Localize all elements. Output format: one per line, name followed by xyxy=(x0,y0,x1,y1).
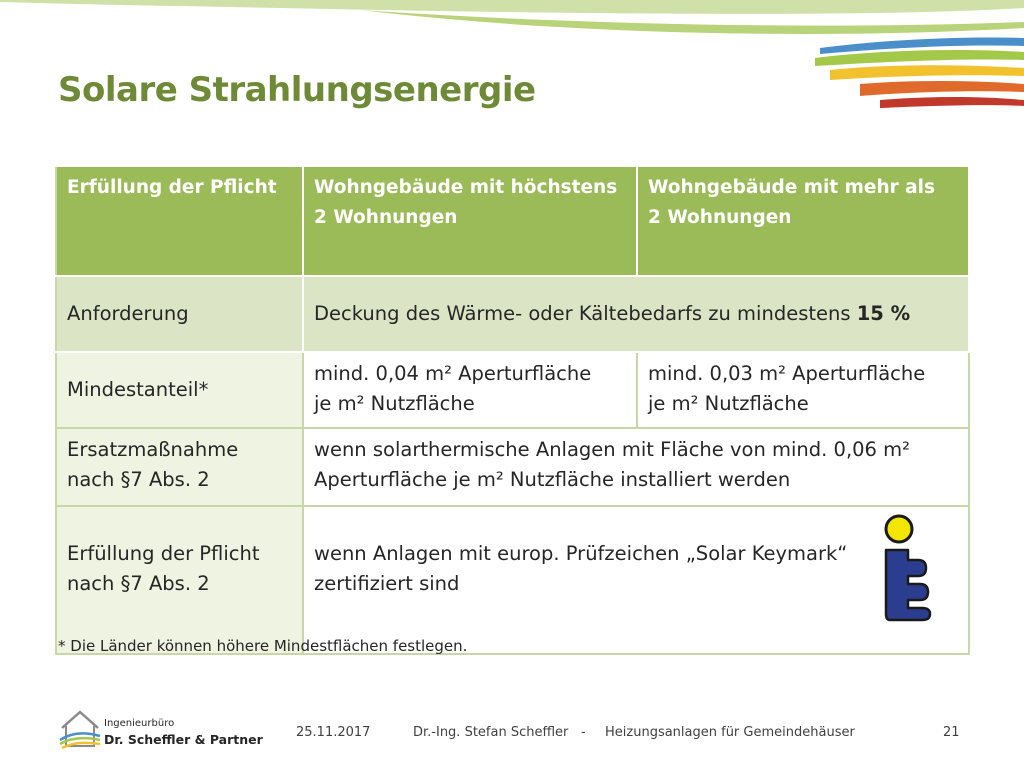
row-value-text: mind. 0,04 m² Aperturfläche xyxy=(314,362,592,385)
header-cell-large-buildings xyxy=(637,166,969,276)
page-title: Solare Strahlungsenergie xyxy=(58,70,536,110)
header-label: Wohngebäude mit höchstens xyxy=(314,177,618,198)
solar-keymark-icon xyxy=(876,512,936,624)
row-label-text: Anforderung xyxy=(67,302,189,325)
page-number: 21 xyxy=(943,725,960,740)
row-label-text: nach §7 Abs. 2 xyxy=(67,468,210,491)
row-value-emphasis: 15 % xyxy=(856,302,911,325)
row-value-text: mind. 0,03 m² Aperturfläche xyxy=(648,362,926,385)
header-label: 2 Wohnungen xyxy=(314,207,458,228)
row-value xyxy=(637,352,969,428)
footer-author: Dr.-Ing. Stefan Scheffler xyxy=(413,725,569,740)
header-cell-small-buildings xyxy=(303,166,637,276)
footnote: * Die Länder können höhere Mindestflächen festlegen. xyxy=(58,637,468,655)
row-value-text: je m² Nutzfläche xyxy=(314,392,475,415)
row-label-text: nach §7 Abs. 2 xyxy=(67,572,210,595)
footer-topic: Heizungsanlagen für Gemeindehäuser xyxy=(605,725,855,740)
row-label xyxy=(56,276,303,352)
header-label: Wohngebäude mit mehr als xyxy=(648,177,936,198)
row-value xyxy=(303,276,969,352)
row-value-text: Deckung des Wärme- oder Kältebedarfs zu mindestens xyxy=(314,302,857,325)
company-subtitle: Ingenieurbüro xyxy=(104,718,175,729)
company-name: Dr. Scheffler & Partner xyxy=(104,732,263,747)
requirements-table xyxy=(55,165,970,655)
row-label xyxy=(56,506,303,654)
row-label xyxy=(56,428,303,506)
row-value xyxy=(303,428,969,506)
row-value-text: wenn solarthermische Anlagen mit Fläche von mind. 0,06 m² xyxy=(314,438,910,461)
row-label-text: Mindestanteil* xyxy=(67,378,209,401)
header-label: Erfüllung der Pflicht xyxy=(67,177,277,198)
table-row-mindestanteil xyxy=(56,352,969,428)
table-header-row xyxy=(56,166,969,276)
row-value-text: je m² Nutzfläche xyxy=(648,392,809,415)
house-logo-icon xyxy=(58,706,102,750)
table-row-ersatzmassnahme xyxy=(56,428,969,506)
row-label-text: Erfüllung der Pflicht xyxy=(67,542,260,565)
row-value-text: zertifiziert sind xyxy=(314,572,460,595)
row-value-text: wenn Anlagen mit europ. Prüfzeichen „Solar Keymark“ xyxy=(314,542,848,565)
footer-separator: - xyxy=(581,725,586,740)
row-value-text: Aperturfläche je m² Nutzfläche installiert werden xyxy=(314,468,791,491)
header-label: 2 Wohnungen xyxy=(648,207,792,228)
table-row-anforderung xyxy=(56,276,969,352)
table-row-erfuellung xyxy=(56,506,969,654)
row-value xyxy=(303,506,969,654)
company-block xyxy=(104,716,263,748)
footer-date: 25.11.2017 xyxy=(296,725,371,740)
row-label xyxy=(56,352,303,428)
row-value xyxy=(303,352,637,428)
row-label-text: Ersatzmaßnahme xyxy=(67,438,239,461)
header-cell-fulfillment xyxy=(56,166,303,276)
